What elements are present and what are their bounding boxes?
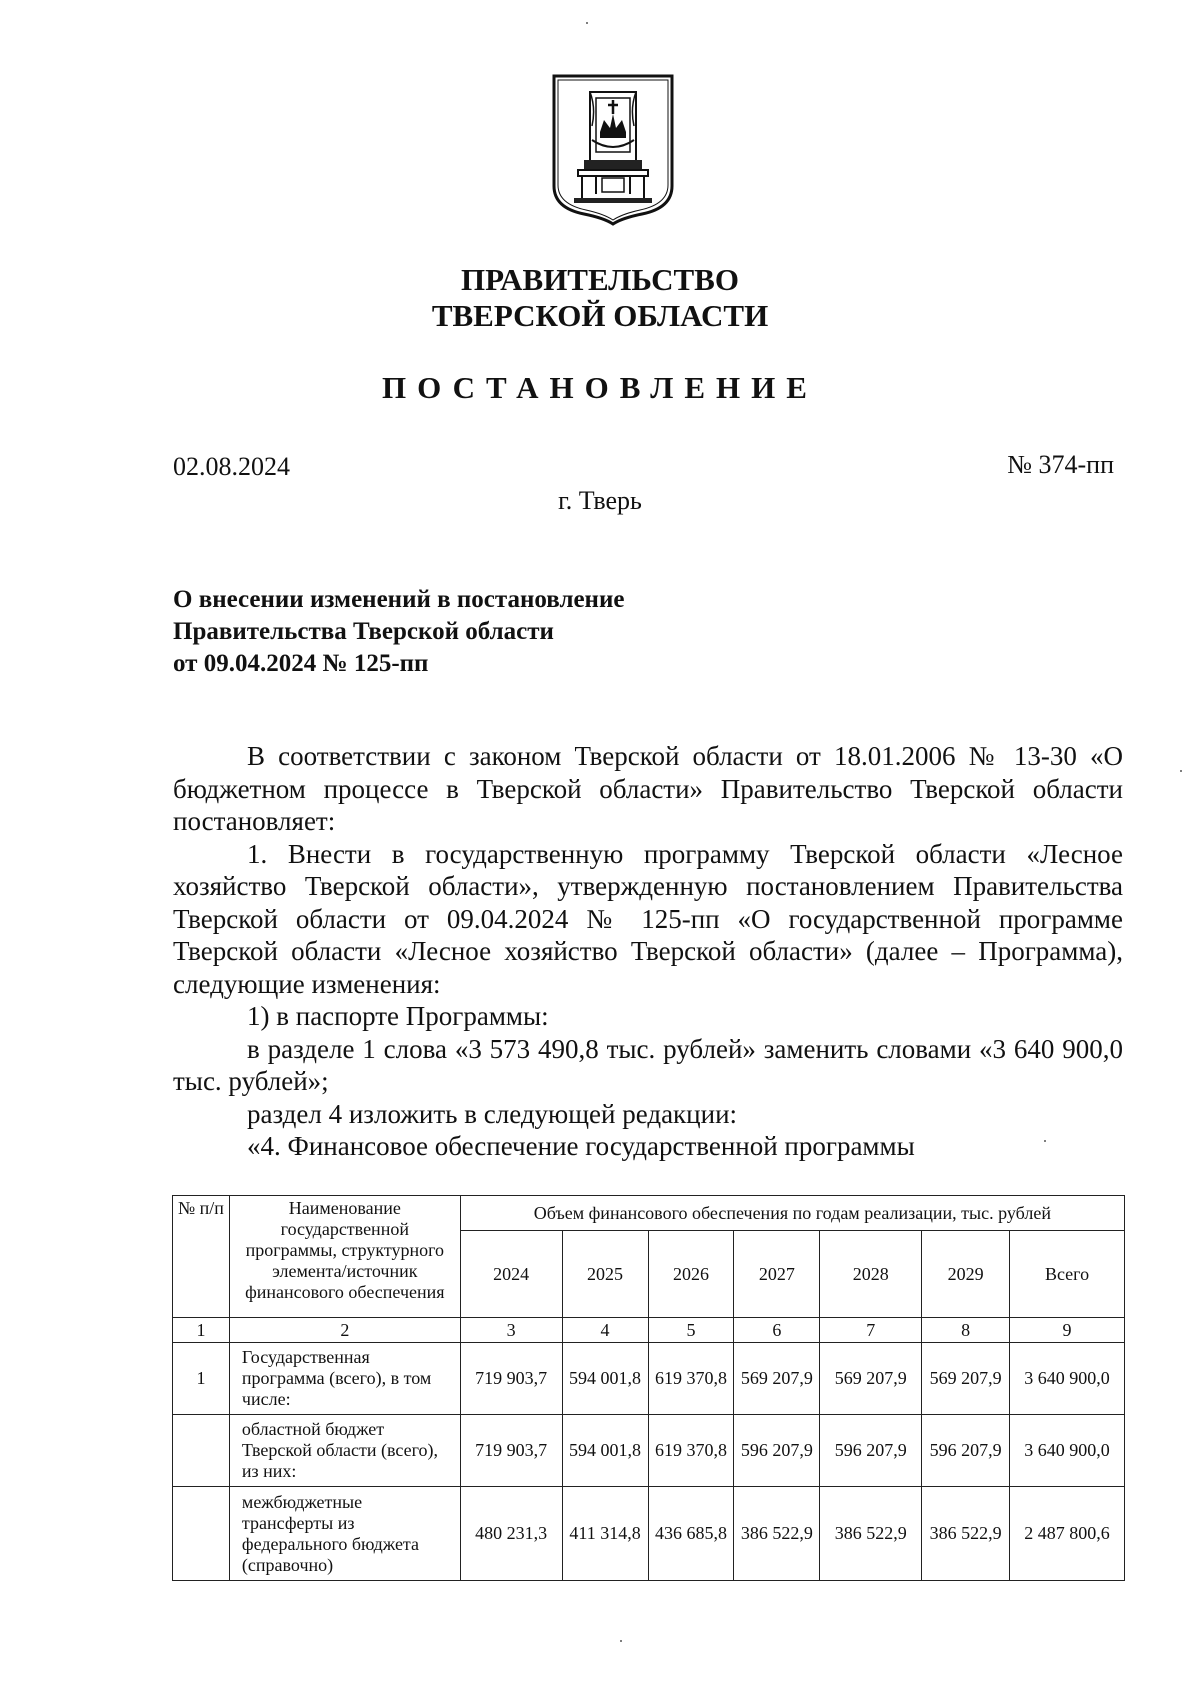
header-year-cell: Всего <box>1010 1231 1125 1318</box>
government-title-line2: ТВЕРСКОЙ ОБЛАСТИ <box>431 298 769 333</box>
value-cell: 619 370,8 <box>648 1415 734 1487</box>
document-number: № 374-пп <box>1007 450 1114 479</box>
subject-line: О внесении изменений в постановление <box>173 586 625 613</box>
row-name-cell: областной бюджет Тверской области (всего), из них: <box>229 1415 460 1487</box>
table-row <box>173 1415 1125 1487</box>
row-number-cell <box>173 1415 230 1487</box>
body-paragraph: «4. Финансовое обеспечение государственной программы <box>247 1131 915 1161</box>
value-cell: 386 522,9 <box>922 1487 1010 1581</box>
value-cell: 569 207,9 <box>820 1343 922 1415</box>
header-year-cell: 2024 <box>460 1231 562 1318</box>
header-cell-name: Наименование государственной программы, структурного элемента/источник финансового обеспечения <box>229 1196 460 1318</box>
body-paragraph: В соответствии с законом Тверской области от 18.01.2006 № 13-30 «О бюджетном процессе в Тверской области» Правительство Тверской области постановляет: <box>173 741 1123 836</box>
value-cell: 596 207,9 <box>820 1415 922 1487</box>
body-paragraph: 1. Внести в государственную программу Тверской области «Лесное хозяйство Тверской области», утвержденную постановлением Правительства Тверской области от 09.04.2024 № 125-пп «О государственной программе Тверской области «Лесное хозяйство Тверской области» (далее – Программа), следующие изменения: <box>173 838 1123 999</box>
scan-speck <box>586 22 588 24</box>
coat-of-arms-emblem <box>552 74 674 226</box>
value-cell: 596 207,9 <box>734 1415 820 1487</box>
row-number-cell: 1 <box>173 1343 230 1415</box>
header-year-cell: 2029 <box>922 1231 1010 1318</box>
header-year-cell: 2025 <box>562 1231 648 1318</box>
government-title-line1: ПРАВИТЕЛЬСТВО <box>461 262 739 297</box>
value-cell: 436 685,8 <box>648 1487 734 1581</box>
header-year-cell: 2027 <box>734 1231 820 1318</box>
body-paragraph: в разделе 1 слова «3 573 490,8 тыс. рублей» заменить словами «3 640 900,0 тыс. рублей»; <box>173 1033 1123 1096</box>
column-number-cell: 4 <box>562 1318 648 1343</box>
financing-table <box>172 1195 1125 1581</box>
subject-line: Правительства Тверской области <box>173 618 554 645</box>
value-cell: 2 487 800,6 <box>1010 1487 1125 1581</box>
value-cell: 411 314,8 <box>562 1487 648 1581</box>
document-body <box>173 740 1123 1163</box>
value-cell: 569 207,9 <box>922 1343 1010 1415</box>
scan-speck <box>1044 1140 1046 1142</box>
table-row <box>173 1343 1125 1415</box>
column-number-cell: 1 <box>173 1318 230 1343</box>
column-number-row <box>173 1318 1125 1343</box>
column-number-cell: 8 <box>922 1318 1010 1343</box>
header-year-cell: 2026 <box>648 1231 734 1318</box>
scan-speck <box>620 1640 622 1642</box>
document-city: г. Тверь <box>558 486 642 515</box>
header-cell-number: № п/п <box>173 1196 230 1318</box>
value-cell: 594 001,8 <box>562 1343 648 1415</box>
document-subject <box>173 584 624 680</box>
value-cell: 480 231,3 <box>460 1487 562 1581</box>
value-cell: 3 640 900,0 <box>1010 1415 1125 1487</box>
document-type: ПОСТАНОВЛЕНИЕ <box>382 370 818 405</box>
row-number-cell <box>173 1487 230 1581</box>
table-header-row <box>173 1196 1125 1231</box>
value-cell: 594 001,8 <box>562 1415 648 1487</box>
document-date: 02.08.2024 <box>173 452 290 481</box>
value-cell: 3 640 900,0 <box>1010 1343 1125 1415</box>
value-cell: 719 903,7 <box>460 1343 562 1415</box>
value-cell: 719 903,7 <box>460 1415 562 1487</box>
row-name-cell: Государственная программа (всего), в том числе: <box>229 1343 460 1415</box>
header-cell-volume: Объем финансового обеспечения по годам реализации, тыс. рублей <box>460 1196 1124 1231</box>
body-paragraph: 1) в паспорте Программы: <box>247 1001 549 1031</box>
row-name-cell: межбюджетные трансферты из федерального бюджета (справочно) <box>229 1487 460 1581</box>
body-paragraph: раздел 4 изложить в следующей редакции: <box>247 1098 738 1129</box>
scan-speck <box>1180 770 1182 772</box>
header-year-cell: 2028 <box>820 1231 922 1318</box>
column-number-cell: 3 <box>460 1318 562 1343</box>
value-cell: 386 522,9 <box>820 1487 922 1581</box>
column-number-cell: 9 <box>1010 1318 1125 1343</box>
value-cell: 386 522,9 <box>734 1487 820 1581</box>
column-number-cell: 7 <box>820 1318 922 1343</box>
value-cell: 619 370,8 <box>648 1343 734 1415</box>
value-cell: 569 207,9 <box>734 1343 820 1415</box>
column-number-cell: 2 <box>229 1318 460 1343</box>
column-number-cell: 6 <box>734 1318 820 1343</box>
subject-line: от 09.04.2024 № 125-пп <box>173 650 429 677</box>
value-cell: 596 207,9 <box>922 1415 1010 1487</box>
column-number-cell: 5 <box>648 1318 734 1343</box>
table-row <box>173 1487 1125 1581</box>
